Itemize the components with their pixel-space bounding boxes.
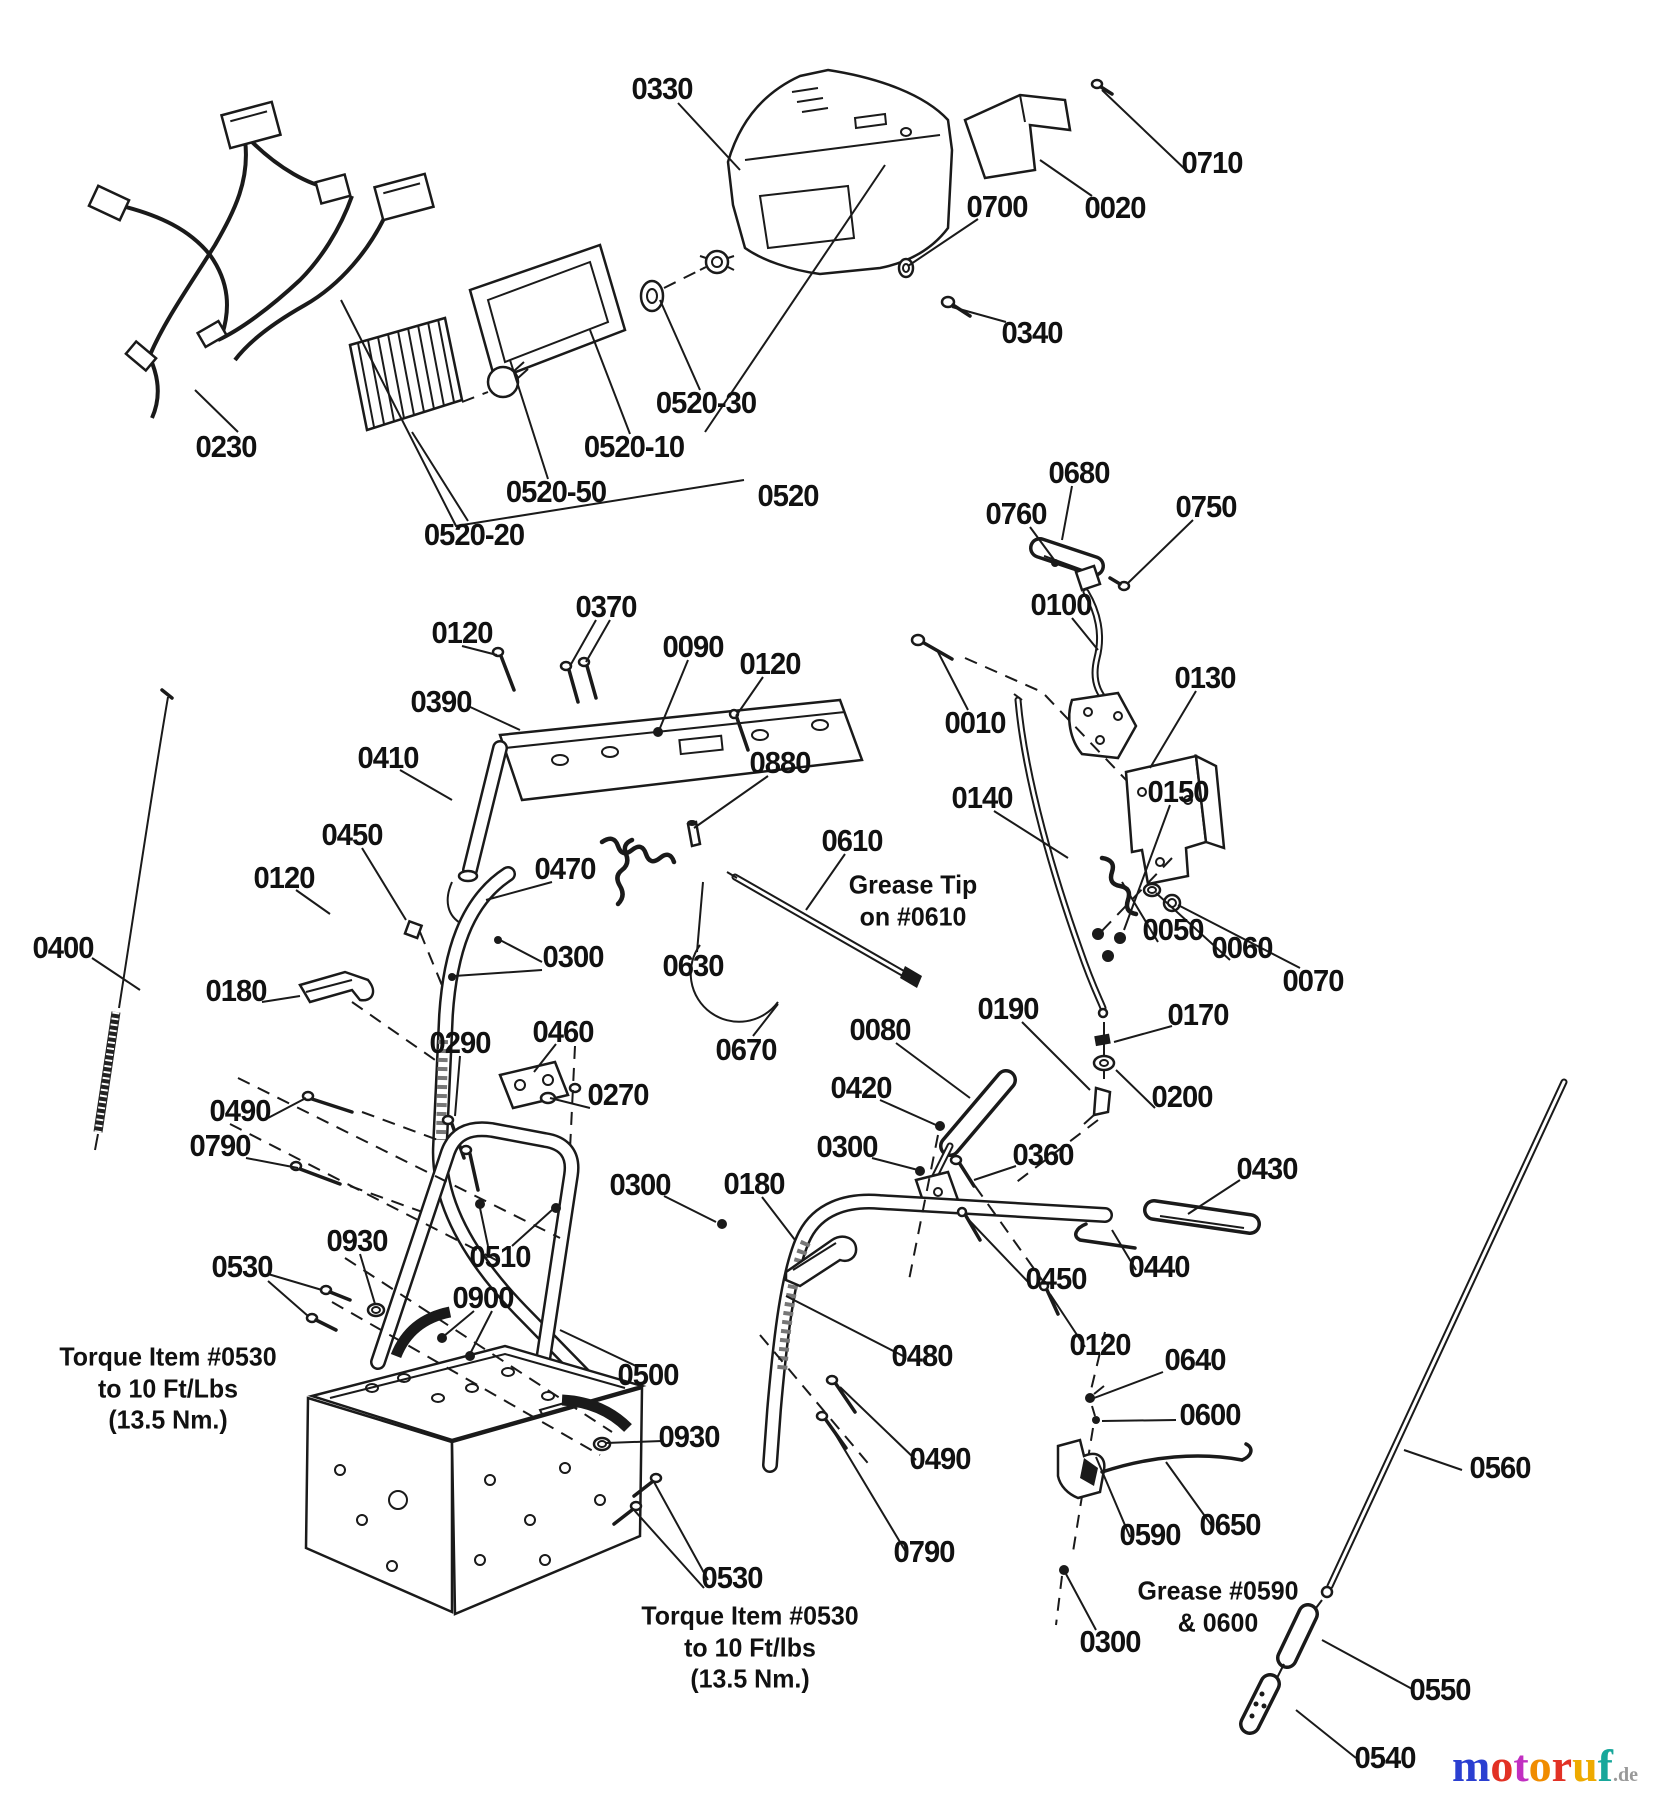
logo-letter: o xyxy=(1528,1740,1552,1791)
part-label-0050: 0050 xyxy=(1142,912,1204,947)
hood-drawing xyxy=(728,70,952,274)
part-label-0550: 0550 xyxy=(1409,1672,1471,1707)
part-label-0510: 0510 xyxy=(469,1239,531,1274)
part-label-0560: 0560 xyxy=(1469,1450,1531,1485)
part-label-0520-10: 0520-10 xyxy=(583,429,685,464)
motoruf-logo xyxy=(1452,1739,1638,1792)
part-label-0360: 0360 xyxy=(1012,1137,1074,1172)
part-label-0520-50: 0520-50 xyxy=(505,474,607,509)
part-label-0440: 0440 xyxy=(1128,1249,1190,1284)
note-line: to 10 Ft/Lbs xyxy=(97,1373,239,1404)
part-label-0760: 0760 xyxy=(985,496,1047,531)
logo-letter: u xyxy=(1572,1740,1598,1791)
part-label-0490: 0490 xyxy=(909,1441,971,1476)
plate-0390-drawing xyxy=(493,648,862,862)
part-label-0710: 0710 xyxy=(1181,145,1243,180)
part-label-0020: 0020 xyxy=(1084,190,1146,225)
part-label-0290: 0290 xyxy=(429,1025,491,1060)
note-line: (13.5 Nm.) xyxy=(690,1663,810,1694)
part-label-0010: 0010 xyxy=(944,705,1006,740)
part-label-0930: 0930 xyxy=(326,1223,388,1258)
part-label-0680: 0680 xyxy=(1048,455,1110,490)
part-label-0370: 0370 xyxy=(575,589,637,624)
part-label-0900: 0900 xyxy=(452,1280,514,1315)
right-handle-drawing xyxy=(717,1080,1250,1468)
part-label-0520-20: 0520-20 xyxy=(423,517,525,552)
part-label-0070: 0070 xyxy=(1282,963,1344,998)
note-line: to 10 Ft/lbs xyxy=(684,1632,816,1663)
part-label-0880: 0880 xyxy=(749,745,811,780)
part-label-0150: 0150 xyxy=(1147,774,1209,809)
part-label-0120: 0120 xyxy=(1069,1327,1131,1362)
part-label-0120: 0120 xyxy=(253,860,315,895)
part-label-0190: 0190 xyxy=(977,991,1039,1026)
part-label-0640: 0640 xyxy=(1164,1342,1226,1377)
logo-letter: m xyxy=(1452,1740,1491,1791)
part-label-0300: 0300 xyxy=(542,939,604,974)
part-label-0120: 0120 xyxy=(431,615,493,650)
part-label-0330: 0330 xyxy=(631,71,693,106)
motoruf-logo-tld: .de xyxy=(1613,1764,1638,1786)
part-label-0300: 0300 xyxy=(609,1167,671,1202)
note-line: on #0610 xyxy=(859,901,967,931)
part-label-0410: 0410 xyxy=(357,740,419,775)
part-label-0500: 0500 xyxy=(617,1357,679,1392)
part-label-0520-30: 0520-30 xyxy=(655,385,757,420)
part-label-0430: 0430 xyxy=(1236,1151,1298,1186)
part-label-0420: 0420 xyxy=(830,1070,892,1105)
part-label-0650: 0650 xyxy=(1199,1507,1261,1542)
part-label-0450: 0450 xyxy=(1025,1261,1087,1296)
leader-lines xyxy=(92,90,1462,1758)
part-label-0300: 0300 xyxy=(1079,1624,1141,1659)
part-label-0530: 0530 xyxy=(701,1560,763,1595)
part-label-0750: 0750 xyxy=(1175,489,1237,524)
part-label-0930: 0930 xyxy=(658,1419,720,1454)
part-label-0700: 0700 xyxy=(966,189,1028,224)
note-grease-bottom xyxy=(1137,1575,1298,1638)
part-label-0140: 0140 xyxy=(951,780,1013,815)
part-label-0340: 0340 xyxy=(1001,315,1063,350)
part-label-0530: 0530 xyxy=(211,1249,273,1284)
part-label-0520: 0520 xyxy=(757,478,819,513)
part-label-0670: 0670 xyxy=(715,1032,777,1067)
part-label-0610: 0610 xyxy=(821,823,883,858)
part-label-0790: 0790 xyxy=(893,1534,955,1569)
part-label-0180: 0180 xyxy=(205,973,267,1008)
part-label-0630: 0630 xyxy=(662,948,724,983)
part-label-0600: 0600 xyxy=(1179,1397,1241,1432)
part-label-0490: 0490 xyxy=(209,1093,271,1128)
note-torque-left xyxy=(59,1341,276,1436)
part-label-0480: 0480 xyxy=(891,1338,953,1373)
part-label-0200: 0200 xyxy=(1151,1079,1213,1114)
frame-drawing xyxy=(230,1078,661,1614)
motoruf-logo-word xyxy=(1452,1740,1613,1791)
logo-letter: f xyxy=(1597,1740,1613,1791)
part-label-0120: 0120 xyxy=(739,646,801,681)
note-line: & 0600 xyxy=(1177,1607,1259,1637)
part-label-0540: 0540 xyxy=(1354,1740,1416,1775)
part-label-0060: 0060 xyxy=(1211,930,1273,965)
note-line: Grease #0590 xyxy=(1137,1575,1299,1606)
part-label-0130: 0130 xyxy=(1174,660,1236,695)
logo-letter: t xyxy=(1513,1740,1529,1791)
logo-letter: r xyxy=(1551,1740,1573,1791)
part-label-0790: 0790 xyxy=(189,1128,251,1163)
part-label-0300: 0300 xyxy=(816,1129,878,1164)
note-line: Torque Item #0530 xyxy=(641,1600,859,1631)
note-torque-bottom xyxy=(641,1600,858,1695)
note-line: Grease Tip xyxy=(848,869,978,900)
cable-0400-drawing xyxy=(95,690,172,1150)
part-label-0170: 0170 xyxy=(1167,997,1229,1032)
part-label-0400: 0400 xyxy=(32,930,94,965)
part-label-0180: 0180 xyxy=(723,1166,785,1201)
part-label-0270: 0270 xyxy=(587,1077,649,1112)
part-label-0450: 0450 xyxy=(321,817,383,852)
note-line: (13.5 Nm.) xyxy=(108,1404,228,1435)
note-line: Torque Item #0530 xyxy=(59,1341,277,1372)
part-label-0460: 0460 xyxy=(532,1014,594,1049)
part-label-0390: 0390 xyxy=(410,684,472,719)
part-label-0230: 0230 xyxy=(195,429,257,464)
part-label-0080: 0080 xyxy=(849,1012,911,1047)
part-label-0100: 0100 xyxy=(1030,587,1092,622)
note-grease-tip xyxy=(849,869,978,932)
part-label-0090: 0090 xyxy=(662,629,724,664)
logo-letter: o xyxy=(1490,1740,1514,1791)
part-label-0470: 0470 xyxy=(534,851,596,886)
part-label-0590: 0590 xyxy=(1119,1517,1181,1552)
